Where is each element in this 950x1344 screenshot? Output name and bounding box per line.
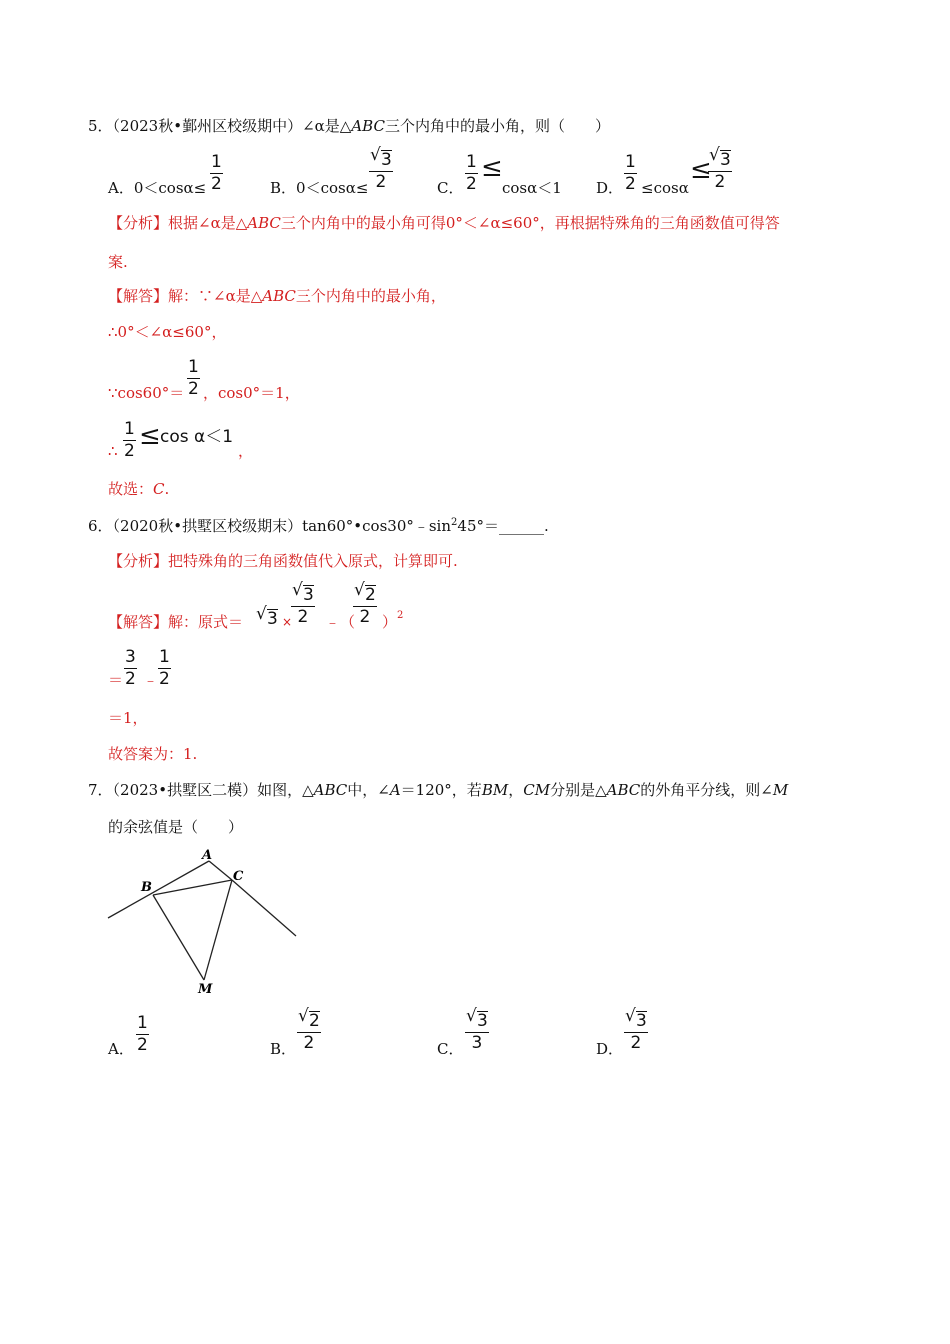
times-sign: × (282, 615, 293, 629)
denominator: 3 (471, 1033, 483, 1053)
q5-option-a[interactable] (108, 181, 206, 196)
radicand: 3 (477, 1011, 488, 1031)
choice-letter: C (153, 480, 165, 498)
q5-step-3a: ∴ (108, 442, 118, 460)
sqrt-sign: √ (256, 604, 267, 624)
q5-stem-text-2: 三个内角中的最小角，则（ ） (384, 117, 610, 135)
q6-eq-1: ＝ (108, 671, 124, 689)
label-a: A (202, 848, 213, 863)
fraction-1-2 (187, 359, 200, 398)
numerator: 3 (125, 647, 136, 667)
numerator: 1 (159, 647, 170, 667)
denominator: 2 (630, 1033, 642, 1053)
fraction-1-2 (158, 649, 171, 688)
denominator: 2 (188, 379, 199, 399)
minus-paren: ﹣（ (325, 613, 356, 631)
q5-option-a-text: 0＜cosα≤ (133, 179, 207, 197)
q7-abc: ABC (313, 781, 348, 799)
leq-symbol: ≤ (690, 155, 712, 185)
q7-stem (88, 783, 788, 798)
choice-dot: . (164, 480, 170, 498)
fraction-sqrt3-2 (624, 1006, 648, 1053)
q7-stem-cont: 的余弦值是（ ） (108, 818, 244, 836)
fraction-sqrt3-2 (369, 145, 393, 192)
radicand: 2 (365, 585, 376, 605)
q5-step-3e: ， (238, 442, 254, 460)
numerator: 1 (211, 152, 222, 172)
q7-stem-text-4: 分别是△ (550, 781, 607, 799)
q5-number: 5． (88, 117, 113, 135)
q6-stem-end: 45°＝ (457, 517, 499, 535)
q5-option-d-label: D． (596, 179, 624, 197)
analysis-tag: 【分析】 (108, 552, 169, 570)
q5-stem-abc: ABC (351, 117, 385, 135)
q5-option-d[interactable] (596, 181, 623, 196)
analysis-tag: 【分析】 (108, 214, 169, 232)
denominator: 2 (625, 174, 636, 194)
sqrt-sign: √ (292, 580, 303, 600)
numerator: 1 (466, 152, 477, 172)
radicand: 2 (309, 1011, 320, 1031)
q7-abc-2: ABC (606, 781, 641, 799)
numerator: 1 (137, 1013, 148, 1033)
q5-source: （2023秋•鄞州区校级期中） (112, 117, 303, 135)
fraction-1-2 (624, 154, 637, 193)
q5-option-a-label: A． (108, 179, 134, 197)
sqrt-sign: √ (298, 1006, 309, 1026)
q5-step-2b: ，cos0°＝1， (203, 384, 300, 402)
analysis-abc: ABC (247, 214, 281, 232)
numerator: 1 (188, 357, 199, 377)
power-2: 2 (397, 610, 404, 621)
q6-stem (88, 518, 549, 534)
q7-bm: BM (481, 781, 509, 799)
analysis-text: 把特殊角的三角函数值代入原式，计算即可. (168, 552, 458, 570)
segment-bm (153, 895, 204, 980)
denominator: 2 (303, 1033, 315, 1053)
q7-cm: CM (523, 781, 551, 799)
q7-m: M (772, 781, 789, 799)
q6-stem-dot: . (544, 517, 549, 535)
q5-option-b[interactable] (270, 181, 368, 196)
q5-option-b-label: B． (270, 179, 297, 197)
q6-number: 6． (88, 517, 113, 535)
radicand: 3 (720, 150, 731, 170)
label-m: M (198, 982, 213, 997)
analysis-text: 根据∠α是△ (168, 214, 248, 232)
sqrt-3-inline (256, 604, 278, 629)
fraction-sqrt3-3 (465, 1006, 489, 1053)
fraction-3-2 (124, 649, 137, 688)
denominator: 2 (466, 174, 477, 194)
q7-stem-text-2: 中，∠ (347, 781, 390, 799)
q5-stem-text: ∠α是△ (302, 117, 352, 135)
q5-choice (108, 482, 169, 497)
radicand: 3 (636, 1011, 647, 1031)
denominator: 2 (137, 1035, 148, 1055)
q5-analysis (108, 216, 780, 231)
q7-option-c[interactable]: C． (437, 1040, 464, 1058)
q5-option-c-text: cosα＜1 (502, 179, 562, 197)
q6-source: （2020秋•拱墅区校级期末） (112, 517, 303, 535)
radicand: 3 (381, 150, 392, 170)
q5-option-c[interactable] (437, 181, 463, 196)
q5-option-b-text: 0＜cosα≤ (296, 179, 369, 197)
answer-text-2: 三个内角中的最小角， (295, 287, 446, 305)
denominator: 2 (159, 669, 170, 689)
q7-stem-text-3: ＝120°，若 (400, 781, 482, 799)
answer-tag: 【解答】 (108, 613, 169, 631)
q7-stem-text-5: 的外角平分线，则∠ (640, 781, 773, 799)
q5-step-2a: ∵cos60°＝ (108, 384, 185, 402)
fraction-sqrt2-2 (353, 580, 377, 627)
sqrt-sign: √ (709, 145, 720, 165)
exterior-line-c (232, 880, 296, 936)
radicand: 3 (267, 609, 278, 629)
cos-text: cos (160, 427, 189, 447)
analysis-text-2: 三个内角中的最小角可得0°＜∠α≤60°，再根据特殊角的三角函数值可得答 (280, 214, 780, 232)
radicand: 3 (303, 585, 314, 605)
fraction-1-2 (465, 154, 478, 193)
denominator: 2 (124, 441, 135, 461)
answer-text: 解：原式＝ (168, 613, 244, 631)
fraction-sqrt3-2 (708, 145, 732, 192)
q7-a: A (389, 781, 401, 799)
segment-bc (153, 880, 232, 895)
q6-eq-2: ＝1， (108, 709, 148, 727)
fraction-sqrt2-2 (297, 1006, 321, 1053)
sqrt-sign: √ (370, 145, 381, 165)
denominator: 2 (297, 607, 309, 627)
exterior-line-b (108, 861, 209, 918)
q7-stem-text: 如图，△ (257, 781, 314, 799)
answer-text: 解：∵∠α是△ (168, 287, 263, 305)
close-paren: ） (382, 613, 398, 631)
denominator: 2 (714, 172, 726, 192)
fraction-1-2 (210, 154, 223, 193)
label-c: C (233, 869, 244, 884)
numerator: 1 (124, 419, 135, 439)
alpha-text: α (194, 427, 206, 447)
fraction-sqrt3-2 (291, 580, 315, 627)
numerator: 1 (625, 152, 636, 172)
denominator: 2 (359, 607, 371, 627)
q6-answer (108, 615, 243, 630)
denominator: 2 (211, 174, 222, 194)
q5-analysis-cont: 案. (108, 253, 128, 271)
segment-ac (209, 861, 232, 880)
q5-option-c-label: C． (437, 179, 464, 197)
q7-option-d[interactable]: D． (596, 1040, 624, 1058)
q5-step-1: ∴0°＜∠α≤60°， (108, 323, 227, 341)
q6-analysis (108, 554, 458, 569)
q7-comma: ， (508, 781, 524, 799)
denominator: 2 (375, 172, 387, 192)
q5-answer (108, 289, 446, 304)
sqrt-sign: √ (625, 1006, 636, 1026)
q6-stem-text: tan60°•cos30°﹣sin (302, 517, 452, 535)
q6-blank[interactable]: ______ (499, 517, 544, 535)
leq-symbol: ≤ (139, 421, 161, 451)
q7-option-a[interactable]: A． (108, 1040, 134, 1058)
q5-option-d-text: ≤cosα (641, 179, 689, 197)
q7-option-b[interactable]: B． (270, 1040, 297, 1058)
triangle-figure (100, 840, 310, 1000)
q5-step-3-expr (160, 429, 233, 446)
answer-abc: ABC (262, 287, 296, 305)
fraction-1-2 (123, 421, 136, 460)
answer-tag: 【解答】 (108, 287, 169, 305)
lt-one: ＜1 (205, 427, 234, 447)
q5-stem (88, 119, 610, 134)
sqrt-sign: √ (354, 580, 365, 600)
q7-number: 7． (88, 781, 113, 799)
fraction-1-2 (136, 1015, 149, 1054)
q6-superscript: 2 (451, 517, 458, 528)
leq-symbol: ≤ (481, 153, 503, 183)
q6-final: 故答案为：1. (108, 745, 198, 763)
choice-text: 故选： (108, 480, 154, 498)
sqrt-sign: √ (466, 1006, 477, 1026)
q6-minus-2: ﹣ (143, 671, 159, 689)
label-b: B (141, 880, 152, 895)
segment-cm (204, 880, 232, 980)
q7-source: （2023•拱墅区二模） (112, 781, 258, 799)
denominator: 2 (125, 669, 136, 689)
